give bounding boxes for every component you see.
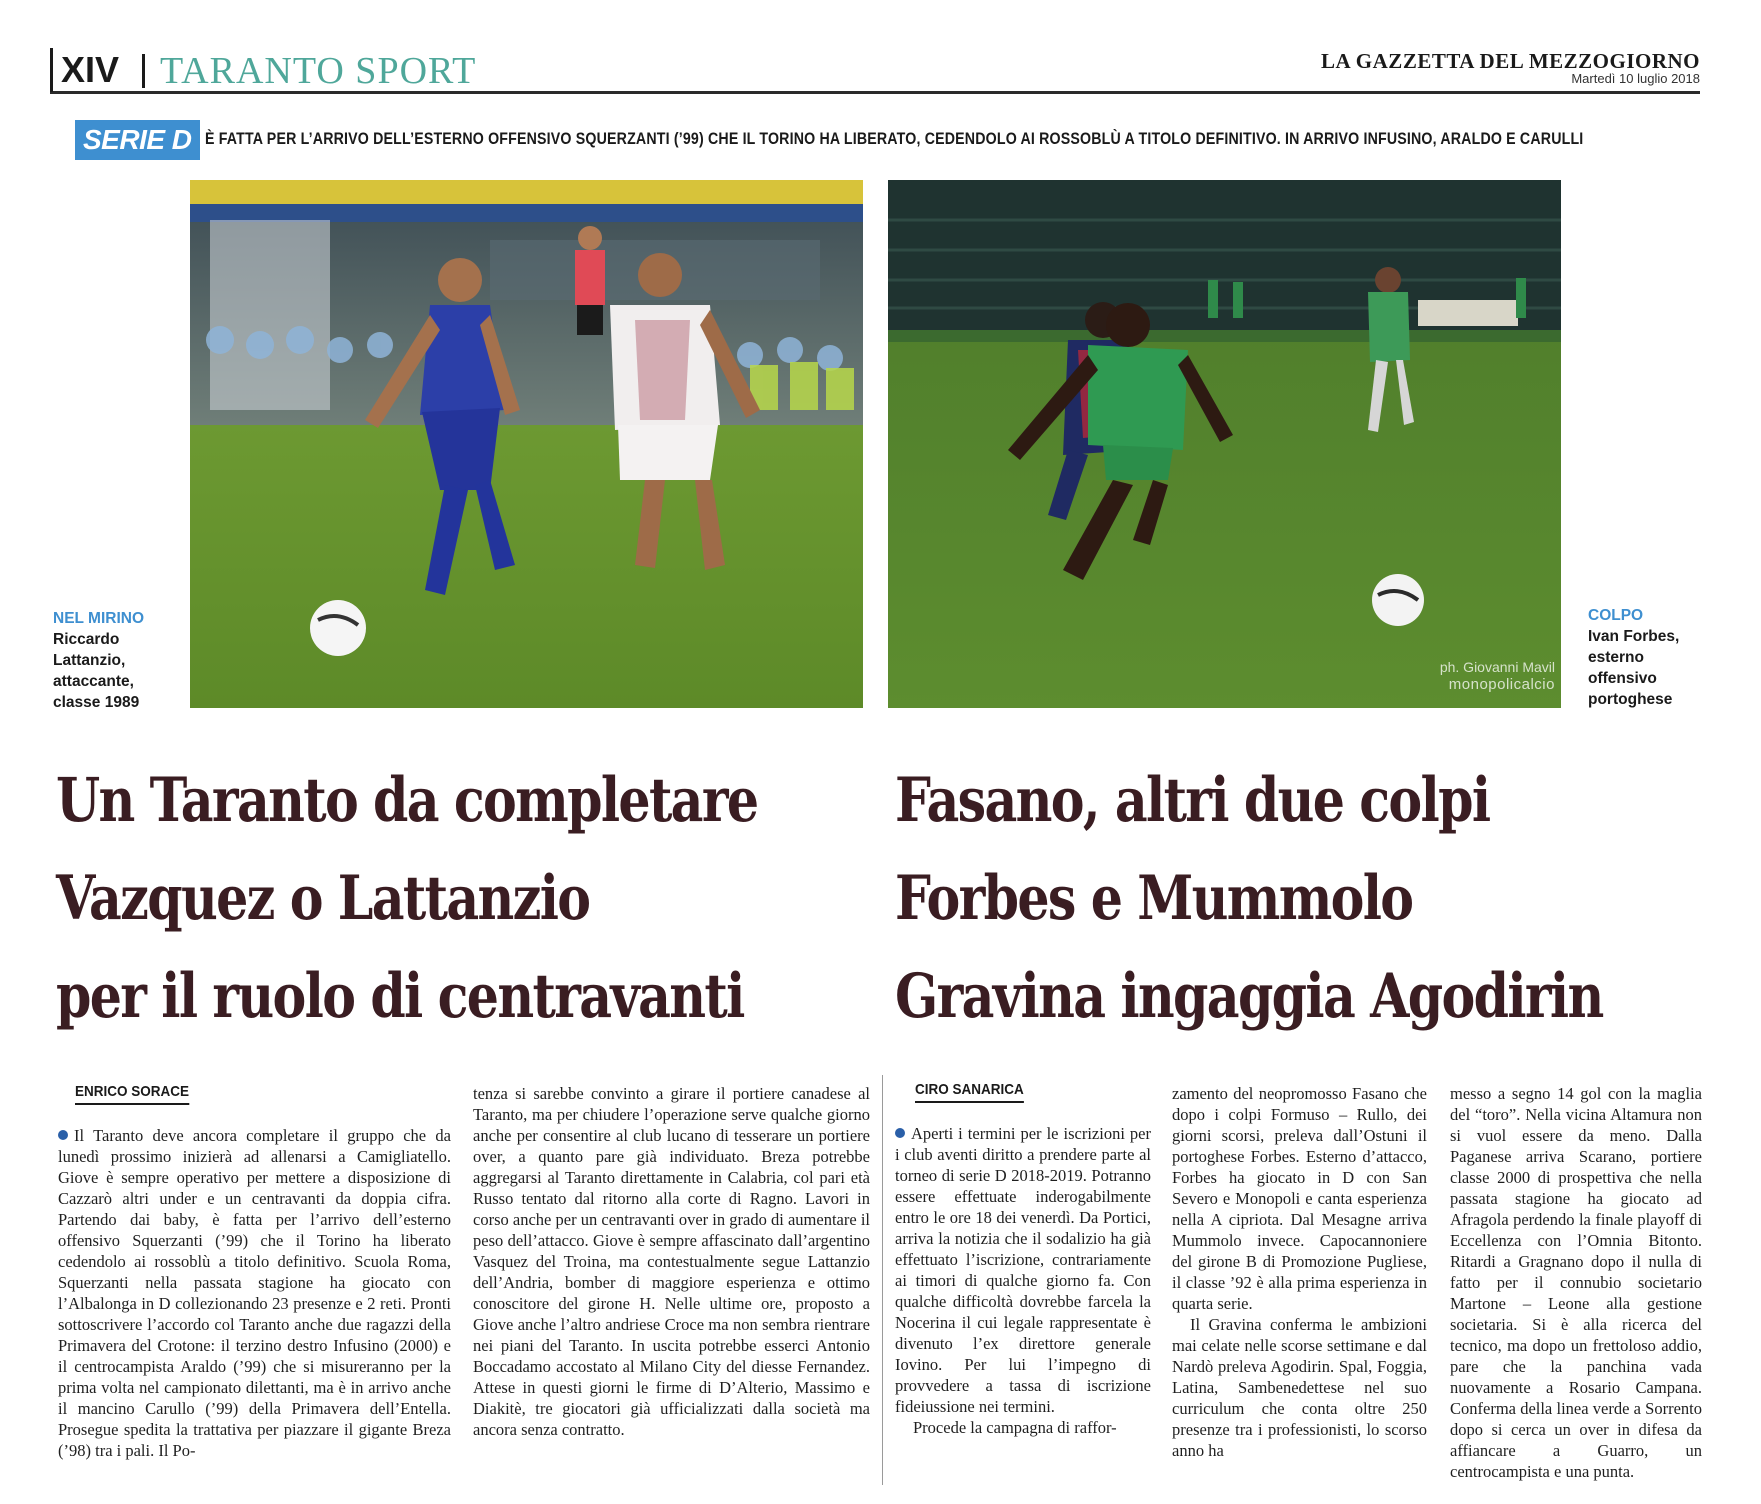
article-text: Il Taranto deve ancora completare il gruppo che da lunedì prossimo inizierà ad allenarsi a Camigliatello. Giove è sempre operativo per mettere a disposizione di Cazzarò altri under e un centravanti da doppia cifra. Partendo dai baby, è fatta per l’arrivo dell’esterno offensivo Squerzanti (’99) che il Torino ha liberato cedendolo ai rossoblù a titolo definitivo. Scuola Roma, Squerzanti nella passata stagione ha giocato con l’Albalonga in D collezionando 23 presenze e 2 reti. Pronti sottoscrivere l’accordo col Taranto anche due ragazzi della Primavera del Crotone: il terzino destro Infusino (2000) e il centrocampista Araldo (’99) che si misureranno per la prima volta nel campionato dilettanti, ma è in arrivo anche il mancino Carullo (’99) della Primavera dell’Entella. Prosegue spedita la trattativa per piazzare il gigante Breza (’98) tra i pali. Il Po-	[58, 1126, 451, 1460]
photo-credit	[1440, 658, 1555, 694]
caption-line: attaccante,	[53, 673, 134, 690]
headline-line: Forbes e Mummolo	[895, 863, 1413, 934]
caption-label: COLPO	[1588, 607, 1644, 624]
kicker-band	[75, 120, 1700, 160]
headline-line: Fasano, altri due colpi	[895, 765, 1490, 836]
bullet-icon	[895, 1128, 905, 1138]
article-text: Il Gravina conferma le ambizioni mai celate nelle scorse settimane e dal Nardò preleva Agodirin. Spal, Foggia, Latina, Sambenedettese nel suo curriculum che conta oltre 250 presenze tra i professionisti, lo scorso anno ha	[1172, 1315, 1427, 1460]
section-divider	[142, 54, 145, 88]
headline-line: Vazquez o Lattanzio	[56, 863, 590, 934]
photo-credit-watermark: monopolicalcio	[1448, 676, 1555, 693]
article-left-column-1	[58, 1125, 451, 1461]
article-text: zamento del neopromosso Fasano che dopo i colpi Formuso – Rullo, dei giorni scorsi, preleva dall’Ostuni il portoghese Forbes. Esterno d’attacco, Forbes ha giocato in D con San Severo e Monopoli e canta esperienza nella A cipriota. Dal Mesagne arriva Mummolo invece. Capocannoniere del girone B di Promozione Pugliese, il classe ’92 è alla prima esperienza in quarta serie.	[1172, 1084, 1427, 1313]
headline-line: Un Taranto da completare	[56, 765, 758, 836]
section-title: TARANTO SPORT	[160, 50, 477, 92]
photo-lattanzio	[190, 180, 863, 708]
headline-line: per il ruolo di centravanti	[56, 961, 744, 1032]
issue-date: Martedì 10 luglio 2018	[1571, 71, 1700, 86]
column-divider	[882, 1075, 883, 1485]
match-photo-illustration	[190, 180, 863, 708]
headline-line: Gravina ingaggia Agodirin	[895, 961, 1603, 1032]
masthead	[50, 48, 1700, 94]
kicker-text: È FATTA PER L’ARRIVO DELL’ESTERNO OFFENSIVO SQUERZANTI (’99) CHE IL TORINO HA LIBERATO, CEDENDOLO AI ROSSOBLÙ A TITOLO DEFINITIVO. IN ARRIVO INFUSINO, ARALDO E CARULLI	[205, 130, 1584, 148]
caption-line: Riccardo	[53, 631, 120, 648]
caption-line: esterno	[1588, 649, 1644, 666]
photo-credit-photographer: ph. Giovanni Mavil	[1439, 659, 1555, 675]
byline-right: CIRO SANARICA	[915, 1080, 1024, 1103]
caption-label: NEL MIRINO	[53, 610, 144, 627]
byline-left: ENRICO SORACE	[75, 1082, 189, 1105]
headline-taranto	[56, 752, 901, 1046]
page-number: XIV	[50, 48, 119, 92]
caption-line: Lattanzio,	[53, 652, 126, 669]
article-right-column-3	[1450, 1083, 1702, 1482]
article-right-column-2	[1172, 1083, 1427, 1461]
newspaper-name: LA GAZZETTA DEL MEZZOGIORNO	[1321, 49, 1700, 73]
caption-left	[53, 608, 183, 713]
article-left-column-2	[473, 1083, 870, 1440]
article-text: Procede la campagna di raffor-	[913, 1418, 1117, 1437]
caption-line: Ivan Forbes,	[1588, 628, 1680, 645]
article-text: messo a segno 14 gol con la maglia del “toro”. Nella vicina Altamura non si vuol essere da meno. Dalla Paganese arriva Scarano, portiere classe 2000 di prospettiva che nella passata stagione ha giocato ad Afragola perdendo la finale playoff di Eccellenza con l’Omnia Bitonto. Ritardi a Gragnano dopo il nulla di fatto per il connubio societario Martone – Leone alla gestione societaria. Si è alla ricerca del tecnico, ma dopo un frettoloso addio, pare che la panchina vada nuovamente a Rosario Campana. Conferma della linea verde a Sorrento dopo si cerca un over in difesa da affiancare a Guarro, un centrocampista e una punta.	[1450, 1084, 1702, 1481]
article-right-column-1	[895, 1123, 1151, 1438]
article-text: Aperti i termini per le iscrizioni per i club aventi diritto a prendere parte al torneo di serie D 2018-2019. Potranno essere effettuate inderogabilmente entro le ore 18 dei venerdì. Da Portici, arriva la notizia che il sodalizio ha già effettuato l’iscrizione, contrariamente ai timori di qualche giorno fa. Con qualche difficoltà dovrebbe farcela la Nocerina il cui legale rappresentate è divenuto l’ex direttore generale Iovino. Per lui l’impegno di provvedere a tassa di iscrizione fideiussione nei termini.	[895, 1124, 1151, 1416]
photo-forbes	[888, 180, 1561, 708]
league-badge: SERIE D	[75, 120, 200, 160]
article-text: tenza si sarebbe convinto a girare il portiere canadese al Taranto, ma per chiudere l’operazione serve qualche giorno anche per consentire al club lucano di tesserare un portiere over, a quanto pare già individuato. Breza potrebbe aggregarsi al Taranto direttamente in Calabria, col pari età Russo tentato dal ritorno alla corte di Ragno. Lavori in corso anche per un centravanti over in grado di aumentare il peso dell’attacco. Giove è sempre affascinato dall’argentino Vasquez del Troina, ma contestualmente segue Lattanzio dell’Andria, bomber di maggiore esperienza e ottimo conoscitore del girone H. Nelle ultime ore, proposto a Giove anche l’altro andriese Croce ma non sembra rientrare nei piani del Taranto. In uscita potrebbe esserci Antonio Boccadamo accostato al Milano City del diesse Fernandez. Attese in questi giorni le firme di D’Alterio, Massimo e Diakitè, tre giocatori già ufficializzati dalla società ma ancora senza contratto.	[473, 1084, 870, 1439]
caption-line: portoghese	[1588, 691, 1673, 708]
caption-right	[1588, 605, 1718, 710]
caption-line: classe 1989	[53, 694, 140, 711]
bullet-icon	[58, 1130, 68, 1140]
caption-line: offensivo	[1588, 670, 1657, 687]
headline-fasano	[895, 752, 1748, 1046]
match-photo-illustration	[888, 180, 1561, 708]
